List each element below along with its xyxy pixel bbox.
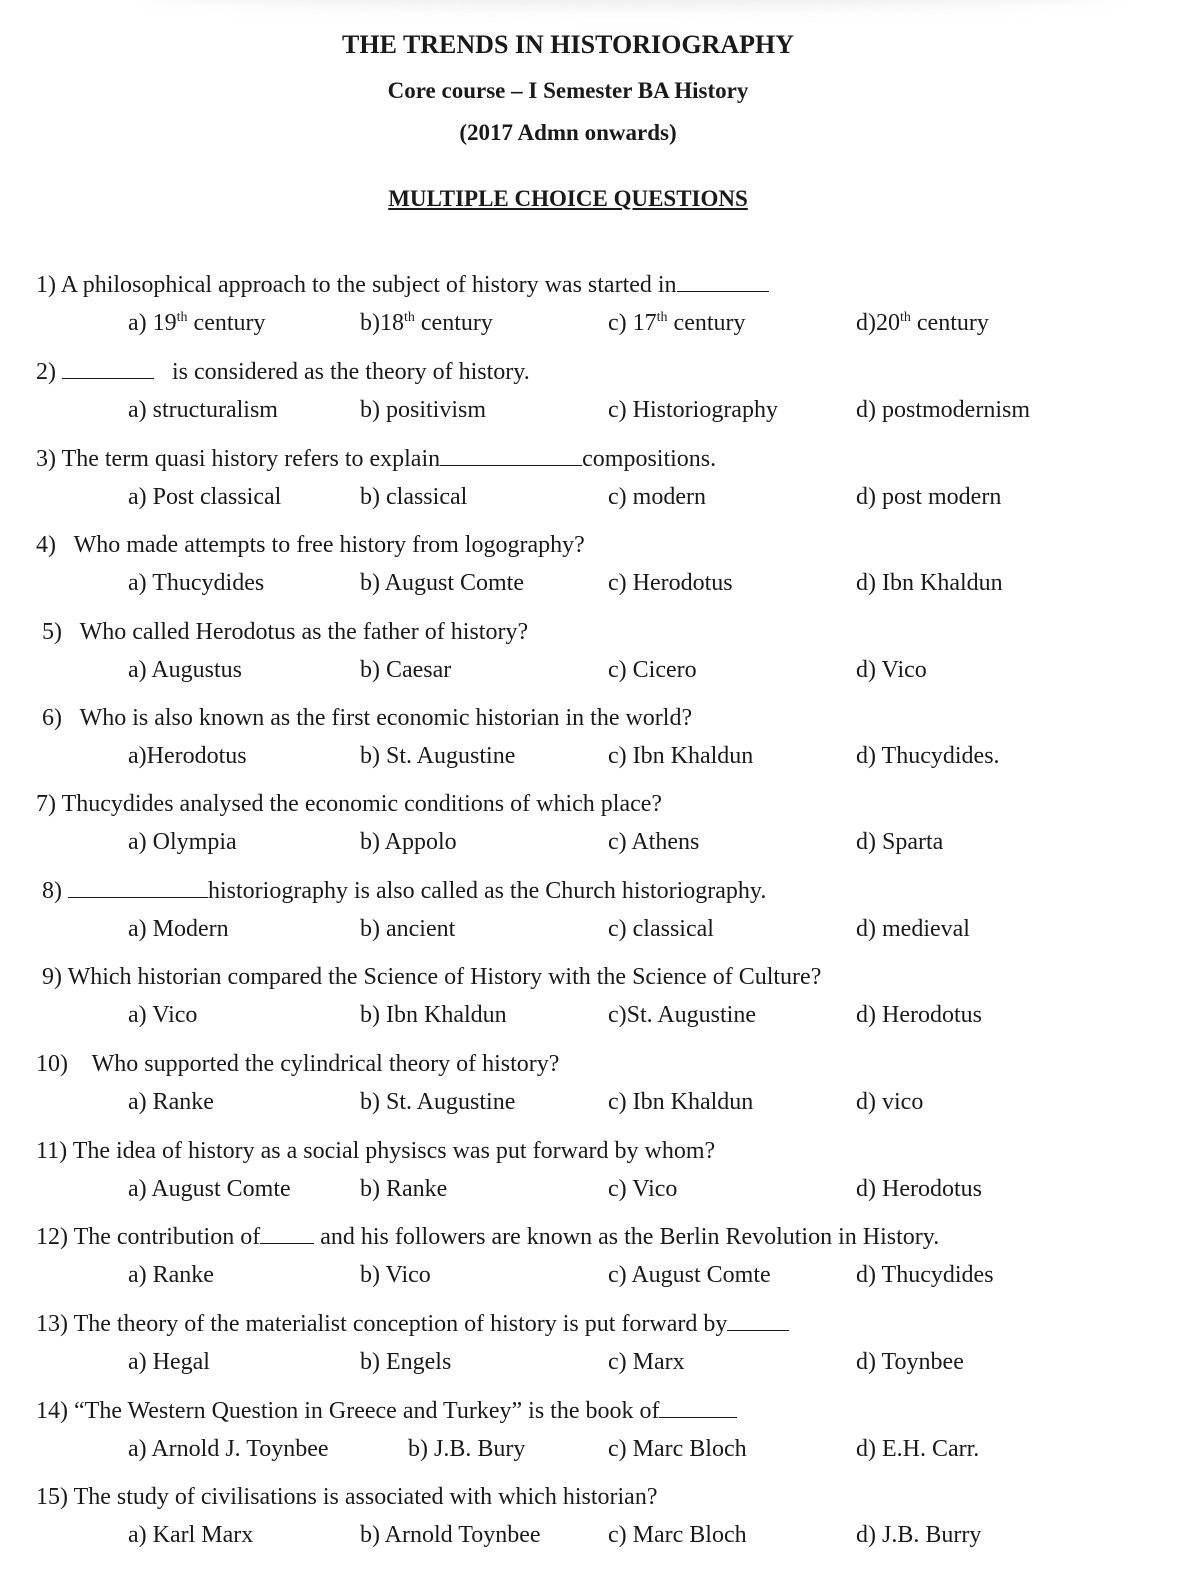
option-c: c) Cicero (608, 657, 697, 683)
question-15 (0, 1482, 1200, 1570)
option-b: b) J.B. Bury (408, 1436, 526, 1462)
question-number: 3) (36, 446, 56, 472)
option-b: b) ancient (360, 916, 456, 942)
question-stem: Who supported the cylindrical theory of history? (91, 1051, 560, 1077)
option-b: b)18th century (360, 310, 493, 336)
question-stem: Who is also known as the first economic historian in the world? (79, 705, 693, 731)
option-d: d) medieval (856, 916, 970, 942)
question-number: 13) (36, 1311, 68, 1337)
question-1 (0, 270, 1200, 358)
question-2 (0, 357, 1200, 445)
option-a: a) Ranke (128, 1262, 214, 1288)
option-a: a) Ranke (128, 1089, 214, 1115)
option-d: d) Sparta (856, 829, 944, 855)
option-c: c) Athens (608, 829, 700, 855)
question-number: 1) (36, 272, 56, 298)
option-c: c) Ibn Khaldun (608, 1089, 754, 1115)
question-7 (0, 789, 1200, 877)
option-b: b) Ranke (360, 1176, 448, 1202)
course-subtitle: Core course – I Semester BA History (387, 78, 749, 103)
option-b: b) Ibn Khaldun (360, 1002, 507, 1028)
answer-blank (440, 445, 582, 466)
question-text (36, 1136, 715, 1166)
question-stem: The idea of history as a social physiscs was put forward by whom? (72, 1138, 716, 1164)
admission-note: (2017 Admn onwards) (459, 120, 677, 145)
question-text (36, 270, 769, 300)
question-text (36, 789, 662, 819)
option-b: b) St. Augustine (360, 1089, 516, 1115)
document-title: THE TRENDS IN HISTORIOGRAPHY (342, 30, 794, 59)
question-number: 12) (36, 1224, 68, 1250)
question-number: 4) (36, 532, 56, 558)
question-number: 6) (42, 705, 62, 731)
option-b: b) Appolo (360, 829, 457, 855)
answer-blank (677, 271, 769, 292)
option-c: c) classical (608, 916, 714, 942)
question-stem: is considered as the theory of history. (172, 359, 530, 385)
question-text (42, 617, 528, 647)
option-d: d) Ibn Khaldun (856, 570, 1003, 596)
question-text (42, 962, 821, 992)
question-stem-end: compositions. (582, 446, 717, 472)
question-text (36, 1309, 789, 1339)
question-text (42, 703, 692, 733)
option-b: b) Caesar (360, 657, 452, 683)
question-number: 15) (36, 1484, 68, 1510)
answer-blank (68, 877, 208, 898)
question-number: 9) (42, 964, 62, 990)
question-9 (0, 962, 1200, 1050)
option-a: a) 19th century (128, 310, 266, 336)
question-3 (0, 444, 1200, 532)
option-a: a) August Comte (128, 1176, 291, 1202)
option-a: a) Augustus (128, 657, 242, 683)
question-14 (0, 1396, 1200, 1484)
question-stem: A philosophical approach to the subject of history was started in (60, 272, 677, 298)
question-11 (0, 1136, 1200, 1224)
question-text (36, 1396, 737, 1426)
question-stem: Thucydides analysed the economic conditions of which place? (61, 791, 663, 817)
question-number: 11) (36, 1138, 68, 1164)
option-d: d) E.H. Carr. (856, 1436, 980, 1462)
option-c: c) modern (608, 484, 706, 510)
option-d: d) postmodernism (856, 397, 1030, 423)
option-a: a) Arnold J. Toynbee (128, 1436, 329, 1462)
option-d: d) J.B. Burry (856, 1522, 982, 1548)
question-stem: historiography is also called as the Church historiography. (208, 878, 767, 904)
option-c: c) Historiography (608, 397, 778, 423)
question-text (36, 1482, 657, 1512)
option-a: a) Thucydides (128, 570, 265, 596)
option-c: c)St. Augustine (608, 1002, 756, 1028)
question-stem: Which historian compared the Science of History with the Science of Culture? (67, 964, 822, 990)
option-c: c) 17th century (608, 310, 746, 336)
question-text (42, 876, 766, 906)
question-6 (0, 703, 1200, 791)
page-edge-shadow (140, 0, 1120, 4)
question-4 (0, 530, 1200, 618)
question-8 (0, 876, 1200, 964)
question-13 (0, 1309, 1200, 1397)
question-stem: Who made attempts to free history from logography? (73, 532, 585, 558)
option-d: d) vico (856, 1089, 924, 1115)
option-a: a) Vico (128, 1002, 198, 1028)
question-12 (0, 1222, 1200, 1310)
question-number: 10) (36, 1051, 68, 1077)
option-d: d) Vico (856, 657, 927, 683)
option-d: d) Herodotus (856, 1176, 982, 1202)
question-stem: The term quasi history refers to explain (61, 446, 441, 472)
question-5 (0, 617, 1200, 705)
option-c: c) Herodotus (608, 570, 733, 596)
question-text (36, 1222, 939, 1252)
option-b: b) Engels (360, 1349, 452, 1375)
option-b: b) positivism (360, 397, 487, 423)
option-a: a) Olympia (128, 829, 237, 855)
option-a: a) Modern (128, 916, 229, 942)
option-c: c) Vico (608, 1176, 678, 1202)
option-c: c) August Comte (608, 1262, 771, 1288)
question-text (36, 530, 585, 560)
question-text (36, 357, 530, 387)
option-d: d)20th century (856, 310, 989, 336)
option-d: d) Thucydides (856, 1262, 994, 1288)
question-stem-end: and his followers are known as the Berlin Revolution in History. (320, 1224, 940, 1250)
option-b: b) St. Augustine (360, 743, 516, 769)
option-d: d) Toynbee (856, 1349, 964, 1375)
question-stem: Who called Herodotus as the father of history? (79, 619, 529, 645)
option-a: a) Post classical (128, 484, 282, 510)
section-heading: MULTIPLE CHOICE QUESTIONS (388, 186, 748, 211)
question-number: 14) (36, 1398, 68, 1424)
question-stem: The study of civilisations is associated with which historian? (73, 1484, 658, 1510)
answer-blank (260, 1223, 314, 1244)
answer-blank (727, 1310, 789, 1331)
answer-blank (62, 358, 154, 379)
question-text (36, 1049, 559, 1079)
question-number: 5) (42, 619, 62, 645)
option-d: d) Herodotus (856, 1002, 982, 1028)
question-number: 7) (36, 791, 56, 817)
question-10 (0, 1049, 1200, 1137)
option-c: c) Ibn Khaldun (608, 743, 754, 769)
option-a: a) structuralism (128, 397, 278, 423)
option-a: a) Hegal (128, 1349, 210, 1375)
question-number: 8) (42, 878, 62, 904)
option-b: b) classical (360, 484, 468, 510)
option-c: c) Marx (608, 1349, 685, 1375)
option-c: c) Marc Bloch (608, 1522, 747, 1548)
question-stem: The theory of the materialist conception of history is put forward by (73, 1311, 728, 1337)
option-d: d) Thucydides. (856, 743, 1000, 769)
question-number: 2) (36, 359, 56, 385)
option-d: d) post modern (856, 484, 1002, 510)
question-text (36, 444, 716, 474)
option-b: b) Vico (360, 1262, 431, 1288)
answer-blank (659, 1397, 737, 1418)
question-stem: The contribution of (73, 1224, 261, 1250)
option-b: b) August Comte (360, 570, 525, 596)
option-a: a)Herodotus (128, 743, 247, 769)
option-c: c) Marc Bloch (608, 1436, 747, 1462)
question-stem: “The Western Question in Greece and Turkey” is the book of (74, 1398, 660, 1424)
option-a: a) Karl Marx (128, 1522, 254, 1548)
option-b: b) Arnold Toynbee (360, 1522, 541, 1548)
